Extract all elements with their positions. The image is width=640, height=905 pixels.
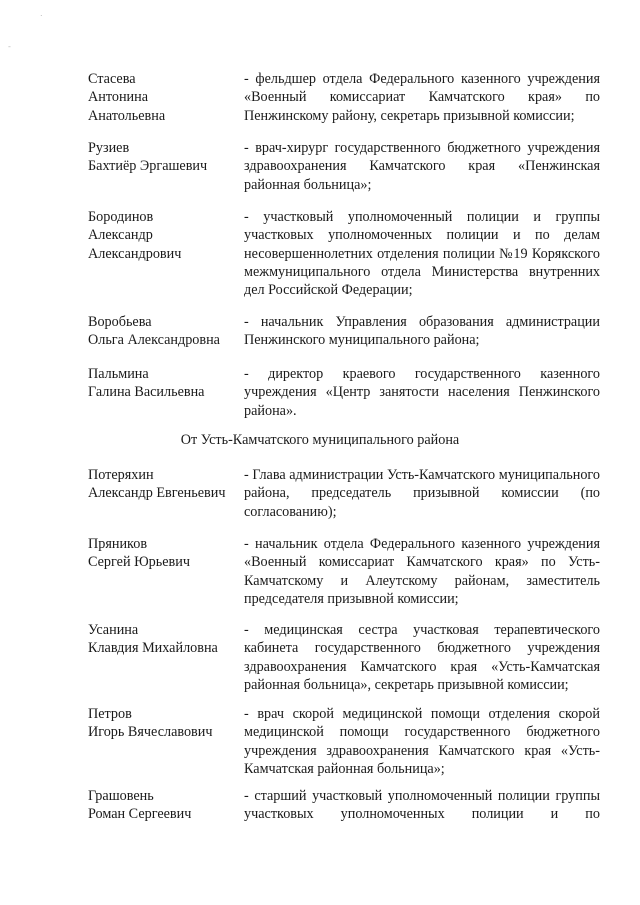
member-name: Воробьева Ольга Александровна — [88, 314, 220, 349]
member-role: - участковый уполномоченный полиции и группы участковых уполномоченных полиции и по делам несовершеннолетних отделения полиции №19 Корякского межмуниципального отдела Министерства внутренних дел Российской Федерации; — [244, 209, 600, 299]
member-role: - старший участковый уполномоченный полиции группы участковых уполномоченных полиции и по — [244, 788, 600, 823]
member-role: - фельдшер отдела Федерального казенного учреждения «Военный комиссариат Камчатского края» по Пенжинскому району, секретарь призывной комиссии; — [244, 71, 600, 124]
scan-mark-dot: . — [40, 9, 43, 18]
member-name: Стасева Антонина Анатольевна — [88, 71, 166, 124]
member-name: Потеряхин Александр Евгеньевич — [88, 467, 226, 502]
member-name: Петров Игорь Вячеславович — [88, 706, 213, 741]
member-role: - врач-хирург государственного бюджетного учреждения здравоохранения Камчатского края «Пенжинская районная больница»; — [244, 140, 600, 193]
member-role: - врач скорой медицинской помощи отделения скорой медицинской помощи государственного бюджетного учреждения здравоохранения Камчатского края «Усть-Камчатская районная больница»; — [244, 706, 600, 777]
member-name: Рузиев Бахтиёр Эргашевич — [88, 140, 208, 175]
section-heading: От Усть-Камчатского муниципального района — [180, 432, 460, 448]
member-name: Бородинов Александр Александрович — [88, 209, 182, 262]
member-role: - медицинская сестра участковая терапевтического кабинета государственного бюджетного учреждения здравоохранения Камчатского края «Усть-Камчатская районная больница», секретарь призывной комиссии; — [244, 622, 600, 693]
member-name: Пальмина Галина Васильевна — [88, 366, 205, 401]
member-name: Грашовень Роман Сергеевич — [88, 788, 192, 823]
member-role: - начальник отдела Федерального казенного учреждения «Военный комиссариат Камчатского края» по Усть-Камчатскому и Алеутскому районам, заместитель председателя призывной комиссии; — [244, 536, 600, 607]
member-name: Пряников Сергей Юрьевич — [88, 536, 190, 571]
scan-mark-dash: - — [8, 42, 11, 51]
member-role: - Глава администрации Усть-Камчатского муниципального района, председатель призывной комиссии (по согласованию); — [244, 467, 600, 520]
member-name: Усанина Клавдия Михайловна — [88, 622, 218, 657]
member-role: - директор краевого государственного казенного учреждения «Центр занятости населения Пенжинского района». — [244, 366, 600, 419]
member-role: - начальник Управления образования администрации Пенжинского муниципального района; — [244, 314, 600, 349]
